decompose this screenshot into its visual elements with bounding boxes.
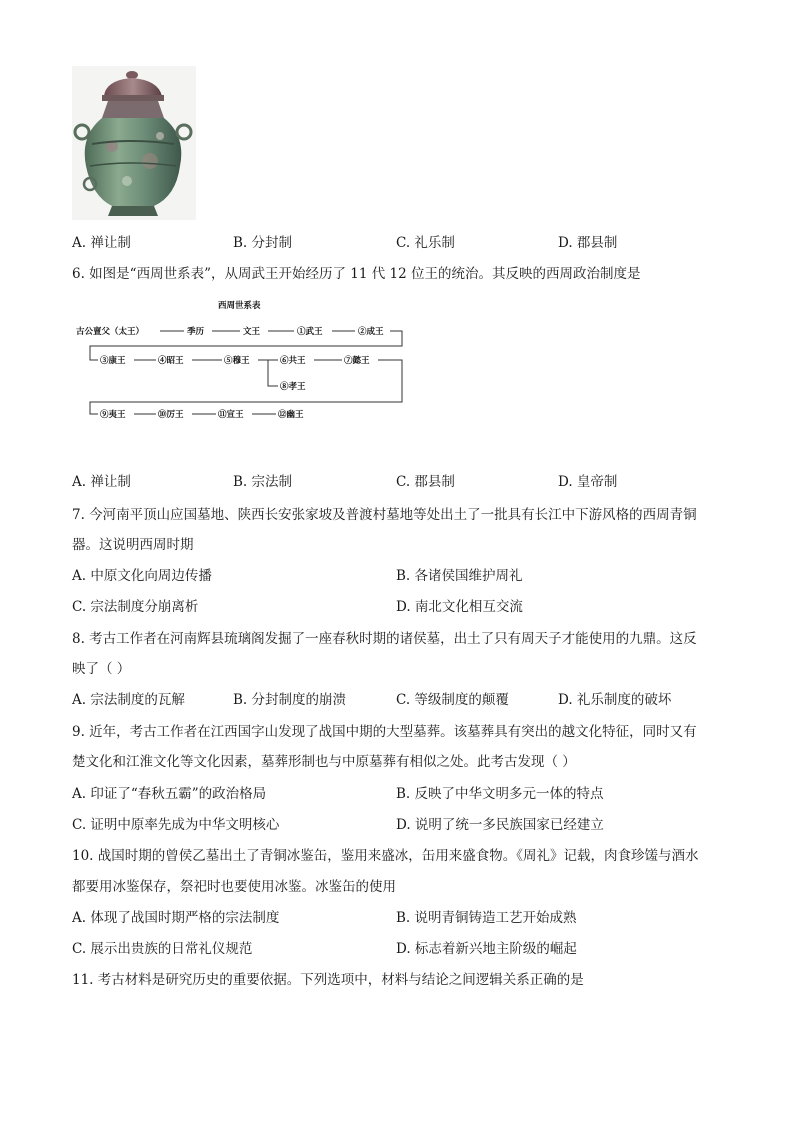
- q11-stem: 11. 考古材料是研究历史的重要依据。下列选项中，材料与结论之间逻辑关系正确的是: [72, 972, 584, 988]
- q8-option-c: C. 等级制度的颠覆: [396, 692, 509, 708]
- q7-stem-line1: 7. 今河南平顶山应国墓地、陕西长安张家坡及普渡村墓地等处出土了一批具有长江中下游风格的西周青铜: [72, 507, 697, 523]
- q10-option-b: B. 说明青铜铸造工艺开始成熟: [396, 910, 577, 926]
- q8-option-a: A. 宗法制度的瓦解: [72, 692, 185, 708]
- q7-option-d: D. 南北文化相互交流: [396, 599, 523, 615]
- diagram-node: ①武王: [297, 327, 323, 337]
- diagram-title: 西周世系表: [218, 301, 261, 311]
- diagram-node: ⑥共王: [280, 356, 306, 366]
- diagram-node: ⑦懿王: [344, 356, 370, 366]
- q7-option-b: B. 各诸侯国维护周礼: [396, 568, 523, 584]
- bronze-vessel-image: [72, 66, 196, 220]
- q5-option-a: A. 禅让制: [72, 235, 131, 251]
- genealogy-diagram: [72, 296, 412, 426]
- diagram-node: ④昭王: [158, 356, 184, 366]
- q7-option-c: C. 宗法制度分崩离析: [72, 599, 199, 615]
- q9-option-d: D. 说明了统一多民族国家已经建立: [396, 817, 604, 833]
- diagram-node: ⑫幽王: [278, 410, 304, 420]
- q8-stem-line1: 8. 考古工作者在河南辉县琉璃阁发掘了一座春秋时期的诸侯墓，出土了只有周天子才能使用的九鼎。这反: [72, 631, 697, 647]
- q9-option-c: C. 证明中原率先成为中华文明核心: [72, 817, 280, 833]
- q5-option-d: D. 郡县制: [558, 235, 618, 251]
- q10-option-c: C. 展示出贵族的日常礼仪规范: [72, 941, 253, 957]
- diagram-node: ⑧孝王: [280, 382, 306, 392]
- diagram-node: 文王: [243, 327, 261, 337]
- diagram-node: ③康王: [100, 356, 126, 366]
- q9-option-a: A. 印证了“春秋五霸”的政治格局: [72, 786, 267, 802]
- diagram-node: ⑨夷王: [100, 410, 126, 420]
- diagram-node: ⑪宣王: [218, 410, 244, 420]
- q10-option-d: D. 标志着新兴地主阶级的崛起: [396, 941, 577, 957]
- q9-stem-line2: 楚文化和江淮文化等文化因素，墓葬形制也与中原墓葬有相似之处。此考古发现（ ）: [72, 754, 576, 770]
- q9-option-b: B. 反映了中华文明多元一体的特点: [396, 786, 604, 802]
- diagram-node: 古公亶父（太王）: [76, 327, 145, 337]
- q6-stem: 6. 如图是“西周世系表”，从周武王开始经历了 11 代 12 位王的统治。其反映的西周政治制度是: [72, 266, 641, 282]
- q5-option-c: C. 礼乐制: [396, 235, 455, 251]
- q5-option-b: B. 分封制: [233, 235, 293, 251]
- diagram-node: ⑩厉王: [158, 410, 184, 420]
- q10-option-a: A. 体现了战国时期严格的宗法制度: [72, 910, 280, 926]
- diagram-node: ②成王: [358, 327, 384, 337]
- diagram-node: ⑤穆王: [224, 356, 250, 366]
- q6-option-c: C. 郡县制: [396, 474, 455, 490]
- q7-stem-line2: 器。这说明西周时期: [72, 537, 194, 553]
- q8-option-b: B. 分封制度的崩溃: [233, 692, 347, 708]
- q6-option-d: D. 皇帝制: [558, 474, 618, 490]
- q8-stem-line2: 映了（ ）: [72, 661, 131, 677]
- q6-option-b: B. 宗法制: [233, 474, 293, 490]
- diagram-node: 季历: [187, 327, 205, 337]
- q7-option-a: A. 中原文化向周边传播: [72, 568, 212, 584]
- q10-stem-line2: 都要用冰鉴保存，祭祀时也要使用冰鉴。冰鉴缶的使用: [72, 879, 396, 895]
- q8-option-d: D. 礼乐制度的破坏: [558, 692, 672, 708]
- q9-stem-line1: 9. 近年，考古工作者在江西国字山发现了战国中期的大型墓葬。该墓葬具有突出的越文化特征，同时又有: [72, 724, 697, 740]
- q6-option-a: A. 禅让制: [72, 474, 131, 490]
- q10-stem-line1: 10. 战国时期的曾侯乙墓出土了青铜冰鉴缶，鉴用来盛冰，缶用来盛食物。《周礼》记载，肉食珍馐与酒水: [72, 848, 699, 864]
